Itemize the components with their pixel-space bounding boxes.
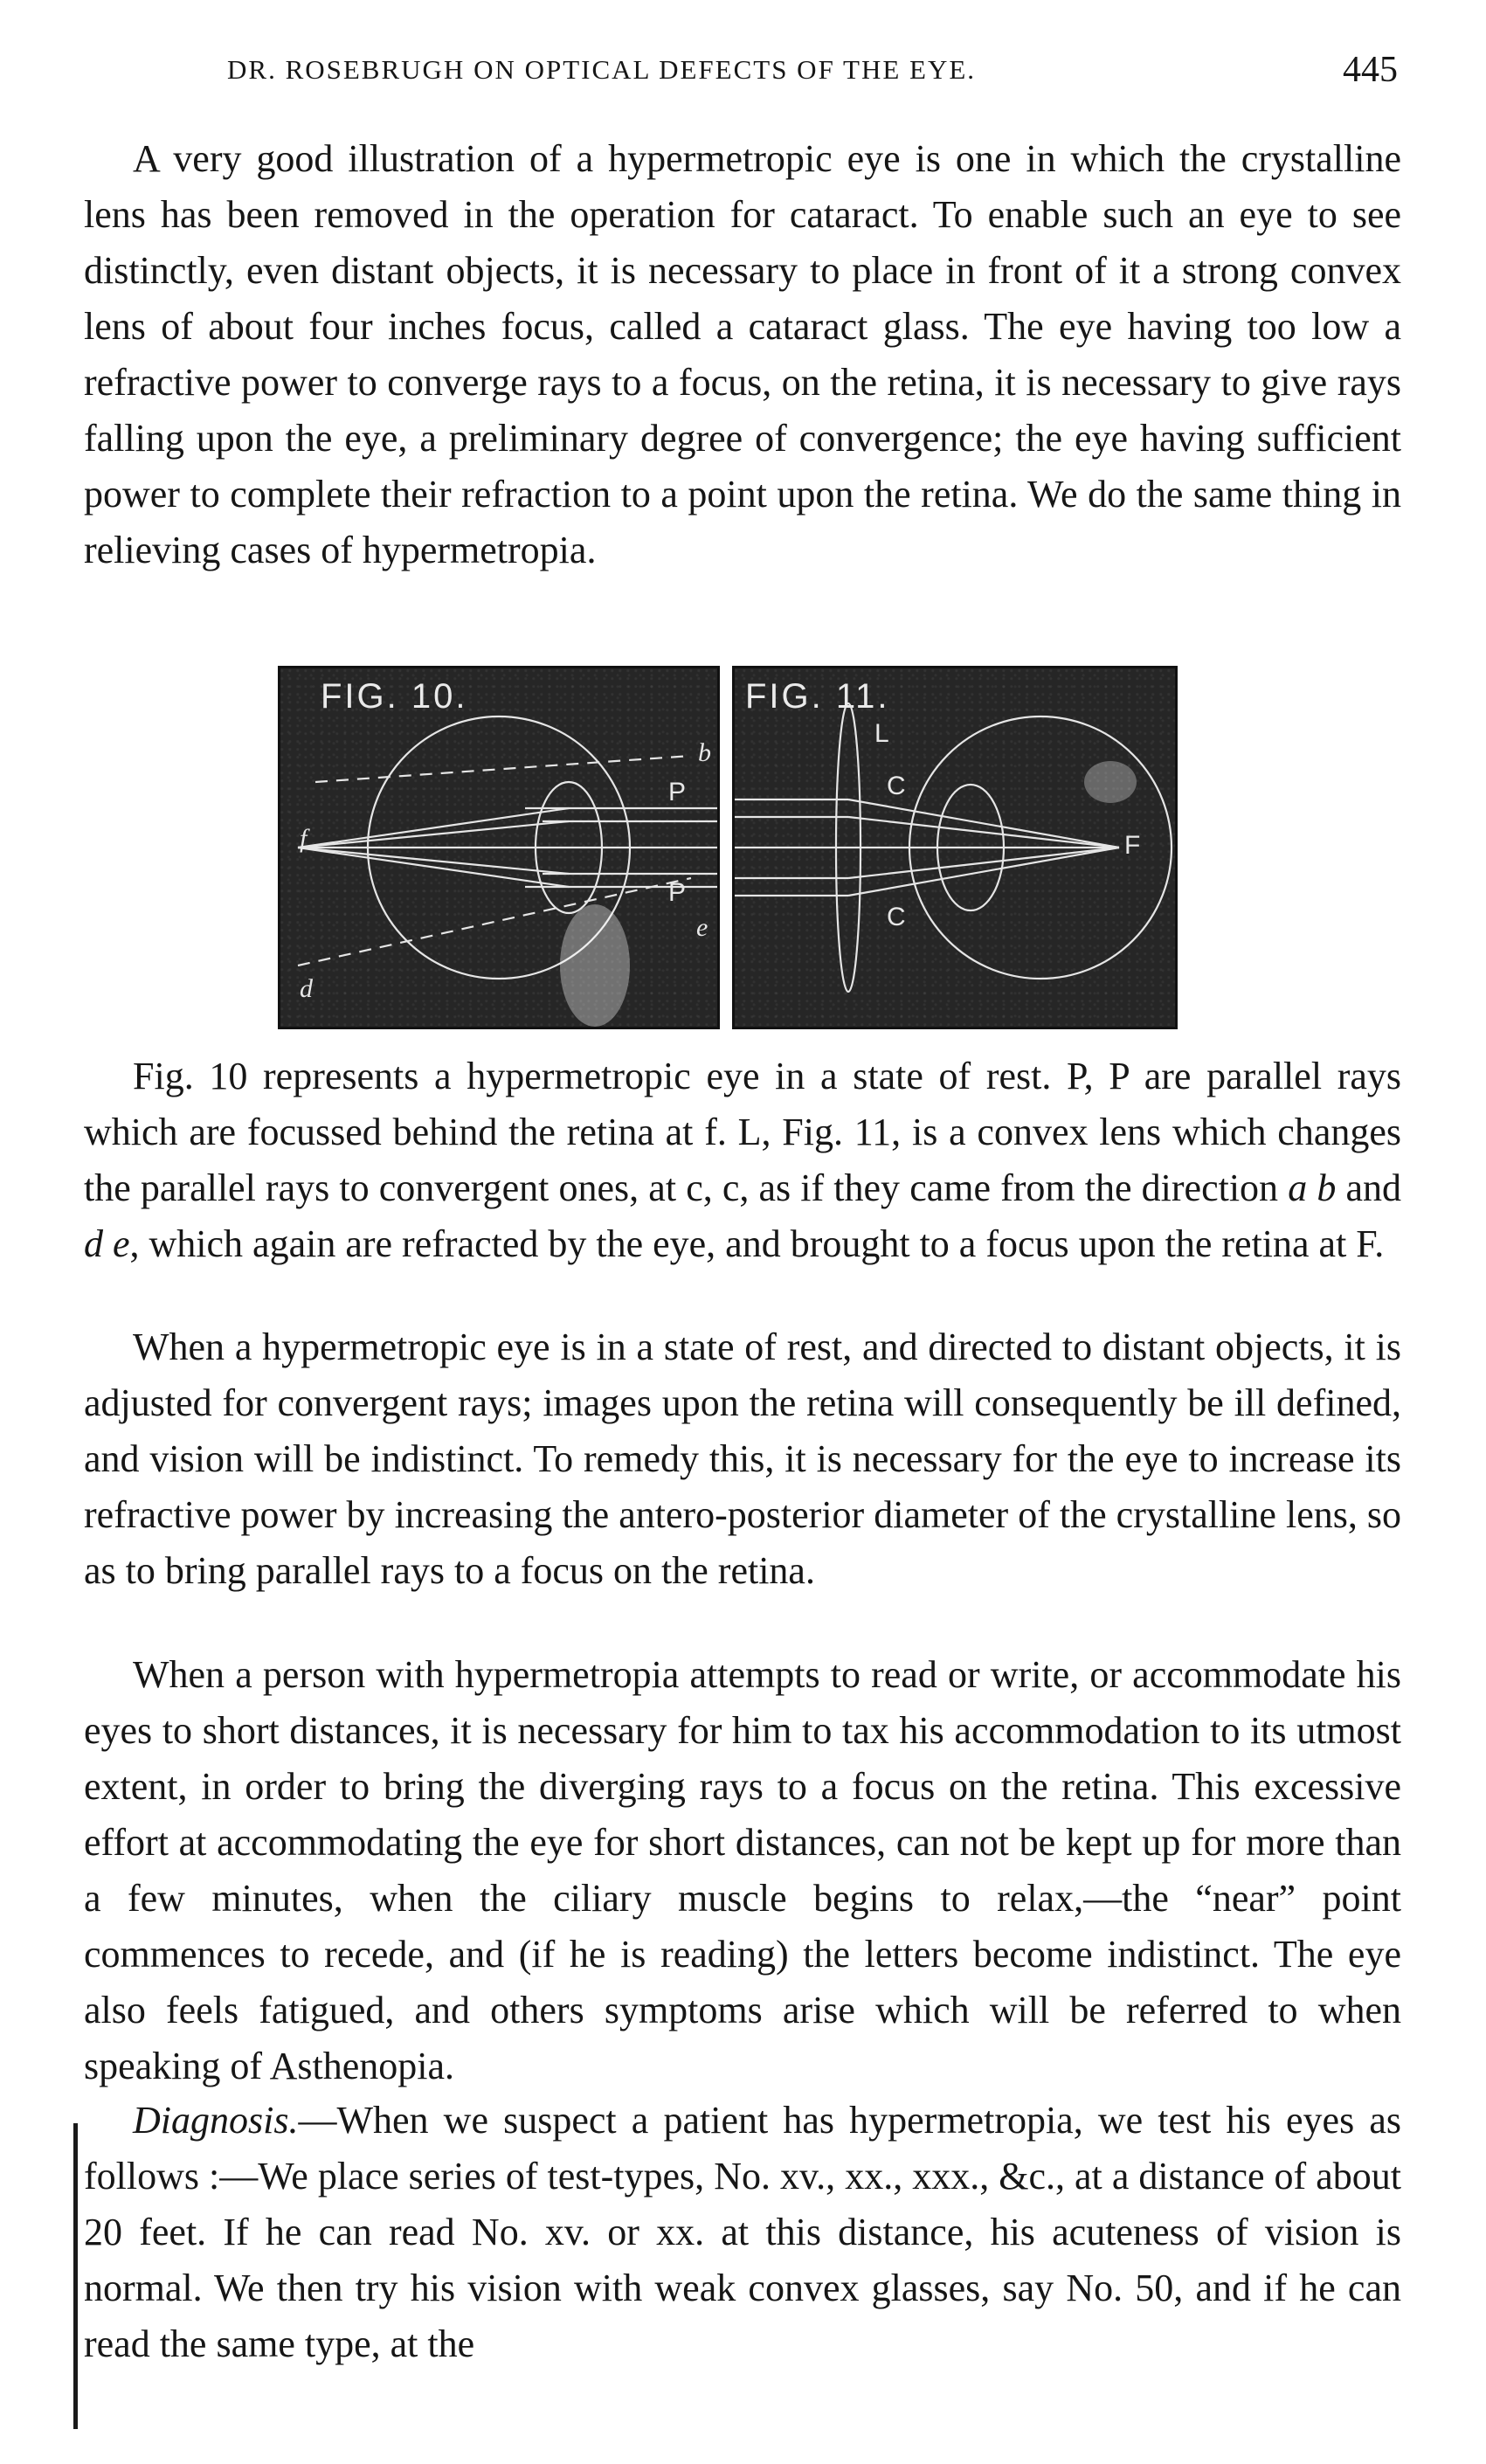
figure-11-diagram	[735, 668, 1175, 1027]
caption-ab: a b	[1288, 1166, 1337, 1209]
diagnosis-body: —When we suspect a patient has hypermetropia, we test his eyes as follows :—We place series of test-types, No. xv., xx., xxx., &c., at a distance of about 20 feet. If he can read No. xv. or xx. at this distance, his acuteness of vision is normal. We then try his vision with weak convex glasses, say No. 50, and if he can read the same type, at the	[84, 2099, 1401, 2365]
label-F: F	[1124, 831, 1141, 860]
label-e: e	[696, 913, 708, 942]
figures-10-11	[278, 666, 1172, 1024]
figure-11	[732, 666, 1178, 1029]
caption-de: d e	[84, 1222, 130, 1265]
caption-text-a: Fig. 10 represents a hypermetropic eye in a state of rest. P, P are parallel rays which are focussed behind the retina at f. L, Fig. 11, is a convex lens which changes the parallel rays to convergent ones, at c, c, as if they came from the direction	[84, 1055, 1401, 1209]
figure-11-title: FIG. 11.	[745, 677, 890, 716]
label-p-upper: P	[668, 778, 687, 806]
paragraph-state-of-rest: When a hypermetropic eye is in a state of rest, and directed to distant objects, it is adjusted for convergent rays; images upon the retina will consequently be ill defined, and vision will be indistinct. To remedy this, it is necessary for the eye to increase its refractive power by increasing the antero-posterior diameter of the crystalline lens, so as to bring parallel rays to a focus on the retina.	[84, 1325, 1401, 1592]
diagnosis-heading: Diagnosis.	[133, 2099, 299, 2142]
paragraph-diagnosis	[84, 2093, 1401, 2372]
label-c-upper: C	[887, 772, 906, 800]
page-header	[227, 50, 1398, 103]
paragraph-accommodation: When a person with hypermetropia attempts to read or write, or accommodate his eyes to short distances, it is necessary for him to tax his accommodation to its utmost extent, in order to bring the diverging rays to a focus on the retina. This excessive effort at accommodating the eye for short distances, can not be kept up for more than a few minutes, when the ciliary muscle begins to relax,—the “near” point commences to recede, and (if he is reading) the letters become indistinct. The eye also feels fatigued, and others symptoms arise which will be referred to when speaking of Asthenopia.	[84, 1653, 1401, 2087]
figure-10-diagram	[280, 668, 717, 1027]
paragraph-cataract-illustration: A very good illustration of a hypermetropic eye is one in which the crystalline lens has been removed in the operation for cataract. To enable such an eye to see distinctly, even distant objects, it is necessary to place in front of it a strong convex lens of about four inches focus, called a cataract glass. The eye having too low a refractive power to converge rays to a focus, on the retina, it is necessary to give rays falling upon the eye, a preliminary degree of convergence; the eye having sufficient power to complete their refraction to a point upon the retina. We do the same thing in relieving cases of hypermetropia.	[84, 137, 1401, 571]
label-d: d	[300, 974, 313, 1003]
figure-10-title: FIG. 10.	[321, 677, 468, 716]
running-head: DR. ROSEBRUGH ON OPTICAL DEFECTS OF THE EYE.	[227, 54, 977, 85]
paragraph-figure-caption	[84, 1049, 1401, 1272]
label-L: L	[874, 719, 889, 748]
label-f: f	[300, 824, 308, 853]
figure-10	[278, 666, 720, 1029]
label-p-lower: P	[668, 878, 687, 907]
page-number: 445	[1343, 50, 1398, 90]
caption-text-c: , which again are refracted by the eye, and brought to a focus upon the retina at F.	[129, 1222, 1385, 1265]
margin-binding-line	[73, 2123, 78, 2429]
caption-text-b: and	[1336, 1166, 1402, 1209]
label-b: b	[698, 738, 711, 767]
label-c-lower: C	[887, 903, 906, 931]
